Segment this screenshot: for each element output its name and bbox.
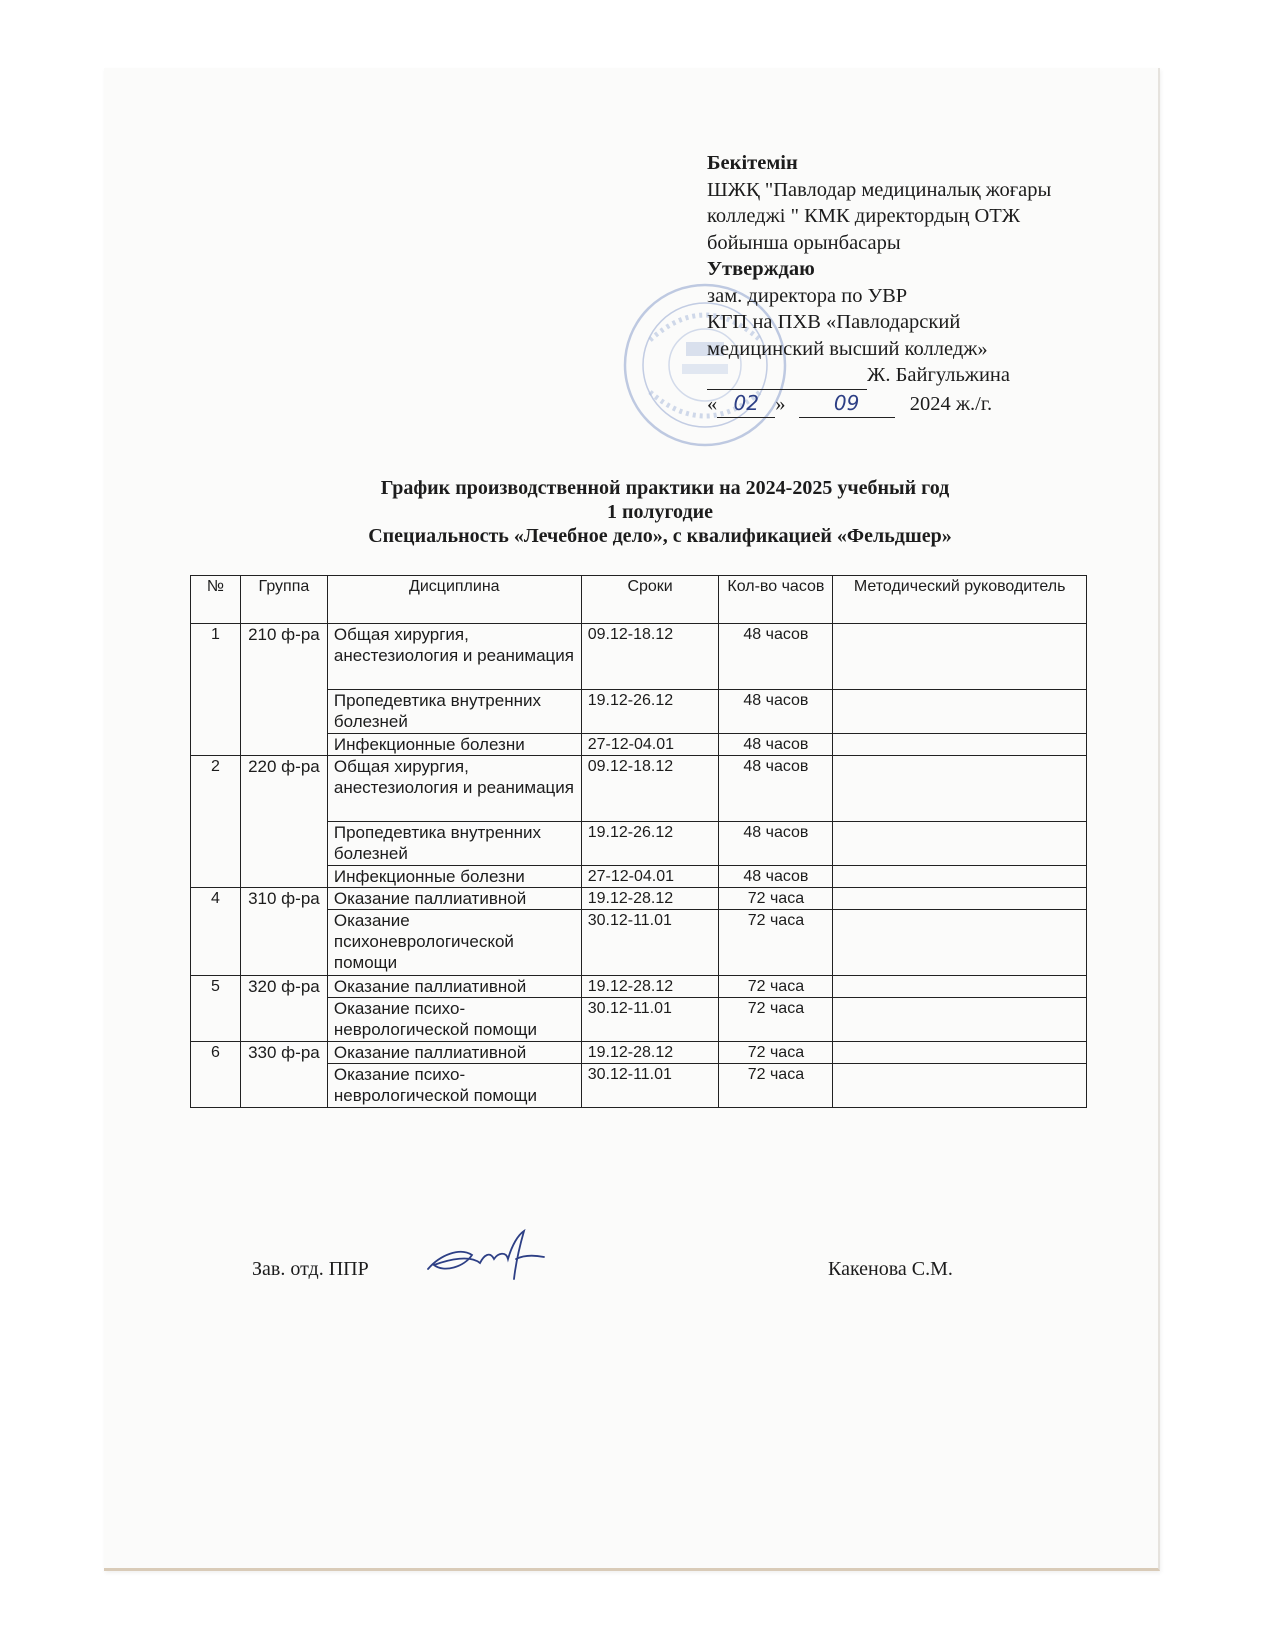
cell-num: 2	[191, 756, 241, 888]
approval-block	[707, 150, 1127, 418]
header-hours: Кол-во часов	[719, 576, 833, 624]
cell-dates: 09.12-18.12	[581, 624, 719, 690]
cell-num: 1	[191, 624, 241, 756]
cell-hours: 48 часов	[719, 690, 833, 734]
approval-signature-line	[707, 362, 1127, 390]
cell-dates: 27-12-04.01	[581, 734, 719, 756]
cell-group: 220 ф-ра	[240, 756, 327, 888]
cell-supervisor	[833, 866, 1087, 888]
cell-supervisor	[833, 624, 1087, 690]
cell-discipline: Оказание психо-неврологической помощи	[327, 1064, 581, 1108]
header-discipline: Дисциплина	[327, 576, 581, 624]
cell-dates: 30.12-11.01	[581, 998, 719, 1042]
cell-supervisor	[833, 1042, 1087, 1064]
approval-ru-line: медицинский высший колледж»	[707, 337, 988, 360]
handwritten-signature	[420, 1225, 550, 1285]
cell-supervisor	[833, 690, 1087, 734]
cell-discipline: Оказание психоневрологической помощи	[327, 910, 581, 976]
cell-supervisor	[833, 756, 1087, 822]
table-row	[191, 624, 1087, 690]
cell-group: 330 ф-ра	[240, 1042, 327, 1108]
cell-dates: 30.12-11.01	[581, 1064, 719, 1108]
cell-hours: 48 часов	[719, 866, 833, 888]
cell-dates: 30.12-11.01	[581, 910, 719, 976]
approval-ru-title: Утверждаю	[707, 258, 815, 280]
approval-kz-line: колледжі " КМК директордың ОТЖ	[707, 205, 1021, 227]
cell-hours: 72 часа	[719, 998, 833, 1042]
table-row	[191, 888, 1087, 910]
cell-dates: 19.12-26.12	[581, 690, 719, 734]
cell-discipline: Общая хирургия, анестезиология и реанимация	[327, 756, 581, 822]
table-header-row	[191, 576, 1087, 624]
cell-discipline: Пропедевтика внутренних болезней	[327, 690, 581, 734]
cell-discipline: Инфекционные болезни	[327, 866, 581, 888]
approval-ru-line: КГП на ПХВ «Павлодарский	[707, 311, 961, 333]
cell-group: 310 ф-ра	[240, 888, 327, 976]
table-row	[191, 976, 1087, 998]
footer-position: Зав. отд. ППР	[252, 1258, 369, 1280]
cell-group: 320 ф-ра	[240, 976, 327, 1042]
approval-year: 2024 ж./г.	[909, 392, 993, 415]
cell-num: 4	[191, 888, 241, 976]
cell-dates: 19.12-26.12	[581, 822, 719, 866]
cell-hours: 48 часов	[719, 822, 833, 866]
heading-title: График производственной практики на 2024-2025 учебный год	[380, 477, 950, 499]
table-row	[191, 1042, 1087, 1064]
cell-supervisor	[833, 1064, 1087, 1108]
cell-num: 6	[191, 1042, 241, 1108]
cell-hours: 48 часов	[719, 756, 833, 822]
cell-hours: 72 часа	[719, 1064, 833, 1108]
header-num: №	[191, 576, 241, 624]
approval-signer: Ж. Байгульжина	[867, 364, 1010, 386]
cell-discipline: Оказание паллиативной	[327, 976, 581, 998]
heading-semester: 1 полугодие	[606, 501, 713, 523]
approval-kz-line: бойынша орынбасары	[707, 231, 901, 254]
cell-hours: 48 часов	[719, 734, 833, 756]
table-row	[191, 756, 1087, 822]
document-heading	[0, 476, 1275, 548]
cell-hours: 48 часов	[719, 624, 833, 690]
cell-discipline: Оказание паллиативной	[327, 888, 581, 910]
cell-group: 210 ф-ра	[240, 624, 327, 756]
cell-supervisor	[833, 976, 1087, 998]
cell-dates: 27-12-04.01	[581, 866, 719, 888]
cell-hours: 72 часа	[719, 910, 833, 976]
approval-kz-line: ШЖҚ "Павлодар медициналық жоғары	[707, 178, 1052, 201]
cell-discipline: Общая хирургия, анестезиология и реанимация	[327, 624, 581, 690]
approval-kz-title: Бекітемін	[707, 152, 798, 174]
approval-ru-line: зам. директора по УВР	[707, 284, 908, 307]
cell-supervisor	[833, 822, 1087, 866]
cell-hours: 72 часа	[719, 976, 833, 998]
footer-name: Какенова С.М.	[828, 1258, 953, 1280]
approval-day: 02	[733, 390, 759, 415]
header-supervisor: Методический руководитель	[833, 576, 1087, 624]
header-dates: Сроки	[581, 576, 719, 624]
cell-discipline: Инфекционные болезни	[327, 734, 581, 756]
cell-hours: 72 часа	[719, 888, 833, 910]
cell-dates: 19.12-28.12	[581, 1042, 719, 1064]
cell-hours: 72 часа	[719, 1042, 833, 1064]
cell-supervisor	[833, 734, 1087, 756]
cell-discipline: Оказание паллиативной	[327, 1042, 581, 1064]
heading-specialty: Специальность «Лечебное дело», с квалификацией «Фельдшер»	[368, 525, 952, 547]
cell-supervisor	[833, 998, 1087, 1042]
cell-dates: 09.12-18.12	[581, 756, 719, 822]
cell-discipline: Оказание психо-неврологической помощи	[327, 998, 581, 1042]
cell-supervisor	[833, 888, 1087, 910]
approval-month: 09	[833, 390, 860, 415]
header-group: Группа	[240, 576, 327, 624]
cell-dates: 19.12-28.12	[581, 976, 719, 998]
cell-discipline: Пропедевтика внутренних болезней	[327, 822, 581, 866]
cell-dates: 19.12-28.12	[581, 888, 719, 910]
practice-schedule-table	[190, 575, 1087, 1108]
approval-date: « 02 » 09 2024 ж./г.	[707, 390, 1127, 419]
cell-num: 5	[191, 976, 241, 1042]
cell-supervisor	[833, 910, 1087, 976]
